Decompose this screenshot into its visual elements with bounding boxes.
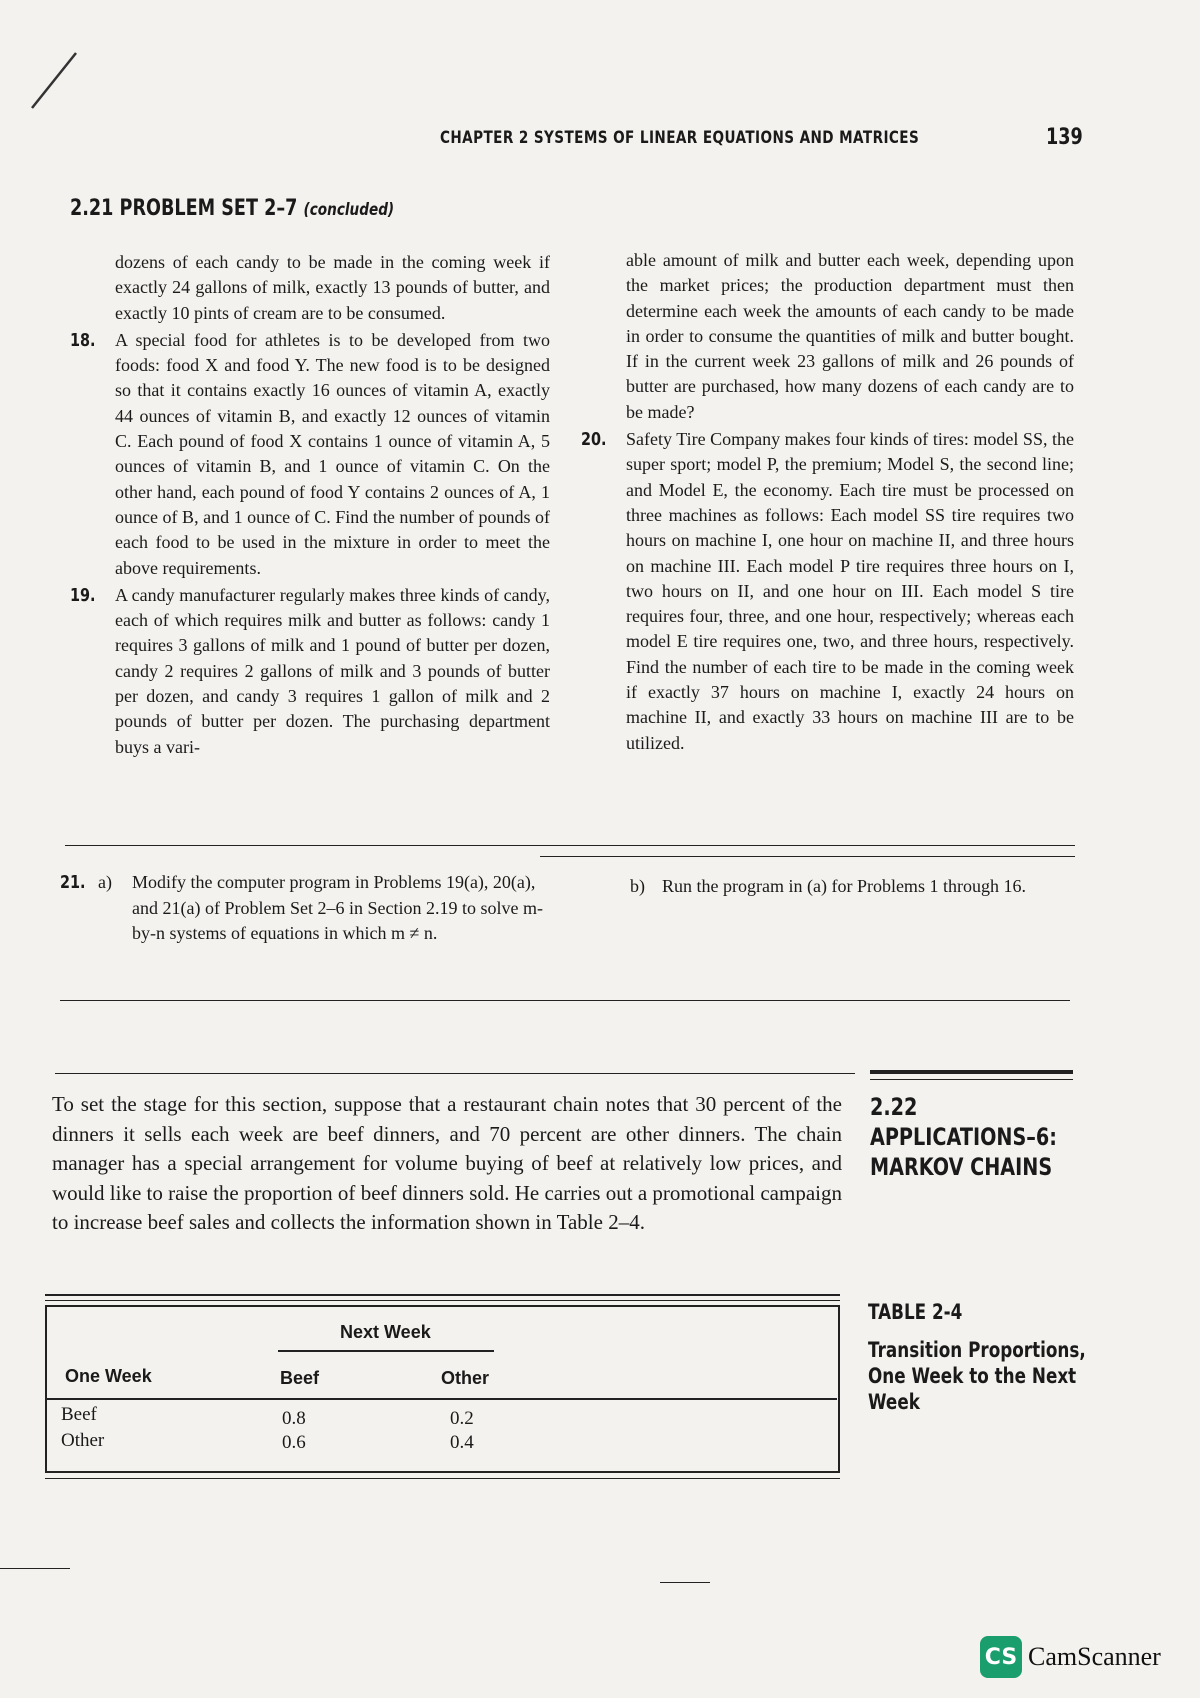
camscanner-text: CamScanner [1028, 1642, 1161, 1671]
problem-21-a [60, 870, 560, 947]
table-rule [45, 1300, 840, 1301]
part-label: b) [630, 876, 645, 896]
transition-table [45, 1305, 840, 1473]
page-number: 139 [1046, 125, 1083, 150]
part-label: a) [98, 872, 112, 892]
divider [55, 1073, 855, 1074]
table-label: TABLE 2-4 [868, 1300, 963, 1324]
problem-19 [70, 583, 550, 760]
scan-mark [660, 1582, 710, 1583]
table-column-header: Other [441, 1368, 490, 1388]
divider [60, 1000, 1070, 1001]
running-head: CHAPTER 2 SYSTEMS OF LINEAR EQUATIONS AND MATRICES [440, 128, 920, 148]
table-row-label: Beef [61, 1404, 97, 1425]
table-cell: 0.8 [282, 1408, 306, 1429]
table-cell: 0.6 [282, 1432, 306, 1453]
section-number: 2.22 [870, 1093, 918, 1121]
part-text: Run the program in (a) for Problems 1 through 16. [662, 876, 1026, 896]
table-caption: Transition Proportions, One Week to the Next Week [868, 1338, 1086, 1414]
pencil-mark [30, 50, 80, 110]
part-text: Modify the computer program in Problems 19(a), 20(a), and 21(a) of Problem Set 2–6 in Section 2.19 to solve m-by-n systems of equations in which m ≠ n. [132, 872, 543, 943]
table-row-label: Other [61, 1430, 105, 1451]
table-rule [45, 1478, 840, 1479]
problem-21-b [630, 874, 1075, 900]
camscanner-watermark [980, 1636, 1161, 1678]
table-rule [47, 1398, 837, 1400]
table-cell: 0.2 [450, 1408, 474, 1429]
continued-text: able amount of milk and butter each week, depending upon the market prices; the production department must then determine each week the amounts of each candy to be made in order to consume the quantities of milk and butter bought. If in the current week 23 gallons of milk and 26 pounds of butter are purchased, how many dozens of each candy are to be made? [626, 250, 1074, 422]
divider [540, 856, 1075, 857]
table-rule [45, 1294, 840, 1296]
table-row-header: One Week [65, 1366, 152, 1386]
section-header-note: (concluded) [303, 200, 395, 220]
problem-text: A special food for athletes is to be developed from two foods: food X and food Y. The new food is to be designed so that it contains exactly 16 ounces of vitamin A, exactly 44 ounces of vitamin B, and exactly 12 ounces of vitamin C. Each pound of food X contains 1 ounce of vitamin A, 5 ounces of vitamin B, and 1 ounce of vitamin C. On the other hand, each pound of food Y contains 2 ounces of A, 1 ounce of B, and 1 ounce of C. Find the number of pounds of each food to be used in the mixture in order to meet the above requirements. [115, 329, 550, 578]
section-title: APPLICATIONS–6: [870, 1123, 1057, 1151]
continued-text: dozens of each candy to be made in the coming week if exactly 24 gallons of milk, exactly 13 pounds of butter, and exactly 10 pints of cream are to be consumed. [115, 252, 550, 323]
table-column-header: Beef [280, 1368, 320, 1388]
problem-20 [581, 427, 1074, 756]
problem-number: 21. [60, 872, 86, 893]
problem-number: 18. [70, 329, 96, 351]
section-title: MARKOV CHAINS [870, 1153, 1053, 1181]
table-group-header: Next Week [340, 1322, 431, 1342]
problem-number: 20. [581, 429, 607, 451]
left-column [70, 250, 550, 762]
section-header [70, 195, 475, 221]
divider [65, 845, 1075, 846]
problem-number: 19. [70, 584, 96, 606]
section-rule [870, 1070, 1073, 1074]
section-header-title: 2.21 PROBLEM SET 2–7 [70, 196, 298, 221]
problem-text: Safety Tire Company makes four kinds of tires: model SS, the super sport; model P, the premium; Model S, the second line; and Model E, the economy. Each tire must be processed on three machines as follows: Each model SS tire requires two hours on machine I, one hour on machine II, and three hours on machine III. Each model P tire requires three hours on I, two hours on II, and one hour on III. Each model S tire requires four, three, and one hour, respectively; whereas each model E tire requires one, two, and three hours, respectively. Find the number of each tire to be made in the coming week if exactly 37 hours on machine I, exactly 24 hours on machine II, and exactly 33 hours on machine III are to be utilized. [626, 429, 1074, 753]
right-column [581, 248, 1074, 758]
problem-text: A candy manufacturer regularly makes three kinds of candy, each of which requires milk and butter as follows: candy 1 requires 3 gallons of milk and 1 pound of butter per dozen, candy 2 requires 2 gallons of milk and 3 pounds of butter per dozen, and candy 3 requires 1 gallon of milk and 2 pounds of butter per dozen. The purchasing department buys a vari- [115, 584, 550, 757]
scan-mark [0, 1568, 70, 1569]
section-intro: To set the stage for this section, suppose that a restaurant chain notes that 30 percent of the dinners it sells each week are beef dinners, and 70 percent are other dinners. The chain manager has a special arrangement for volume buying of beef at relatively low prices, and would like to raise the proportion of beef dinners sold. He carries out a promotional campaign to increase beef sales and collects the information shown in Table 2–4. [52, 1092, 842, 1234]
table-rule [278, 1350, 494, 1352]
problem-18 [70, 328, 550, 581]
section-rule [870, 1079, 1073, 1080]
camscanner-icon: CS [980, 1636, 1022, 1678]
table-cell: 0.4 [450, 1432, 474, 1453]
